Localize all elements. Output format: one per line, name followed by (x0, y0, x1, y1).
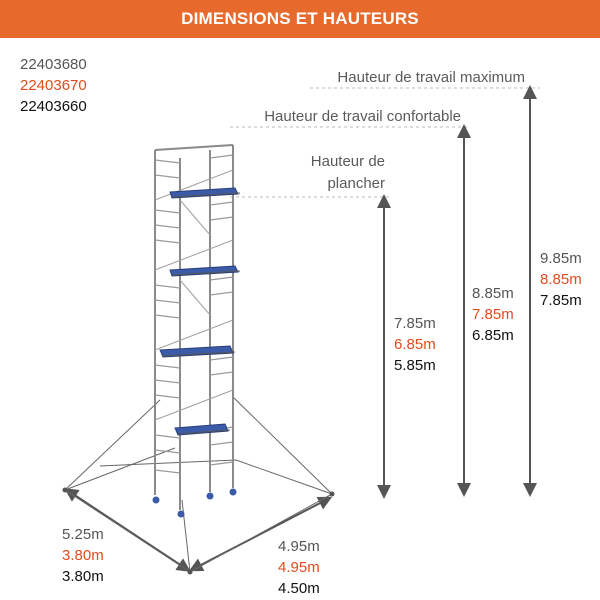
width-value-2: 4.95m (278, 559, 320, 576)
tower-braces (155, 170, 233, 420)
depth-value-3: 3.80m (62, 568, 104, 585)
tower-frame (155, 145, 233, 510)
working-max-label: Hauteur de travail maximum (337, 69, 525, 86)
reference-3: 22403660 (20, 98, 87, 115)
reference-1: 22403680 (20, 56, 87, 73)
outrigger-foot (188, 570, 193, 575)
outrigger-foot (63, 488, 68, 493)
comfort-height-value-3: 6.85m (472, 327, 514, 344)
platforms (160, 188, 238, 435)
width-value-3: 4.50m (278, 580, 320, 597)
reference-2: 22403670 (20, 77, 87, 94)
depth-value-1: 5.25m (62, 526, 104, 543)
max-height-value-2: 8.85m (540, 271, 582, 288)
floor-height-value-1: 7.85m (394, 315, 436, 332)
floor-height-label-line1: Hauteur de (310, 153, 385, 170)
width-value-1: 4.95m (278, 538, 320, 555)
max-height-value-3: 7.85m (540, 292, 582, 309)
floor-height-value-3: 5.85m (394, 357, 436, 374)
platform-rails (162, 193, 240, 434)
outrigger-foot (330, 492, 335, 497)
comfort-height-value-1: 8.85m (472, 285, 514, 302)
floor-height-value-2: 6.85m (394, 336, 436, 353)
floor-height-label-line2: plancher (327, 175, 385, 192)
depth-value-2: 3.80m (62, 547, 104, 564)
working-comfort-label: Hauteur de travail confortable (264, 108, 461, 125)
comfort-height-value-2: 7.85m (472, 306, 514, 323)
page-title: DIMENSIONS ET HAUTEURS (181, 9, 419, 28)
castor-wheels (153, 489, 237, 518)
max-height-value-1: 9.85m (540, 250, 582, 267)
